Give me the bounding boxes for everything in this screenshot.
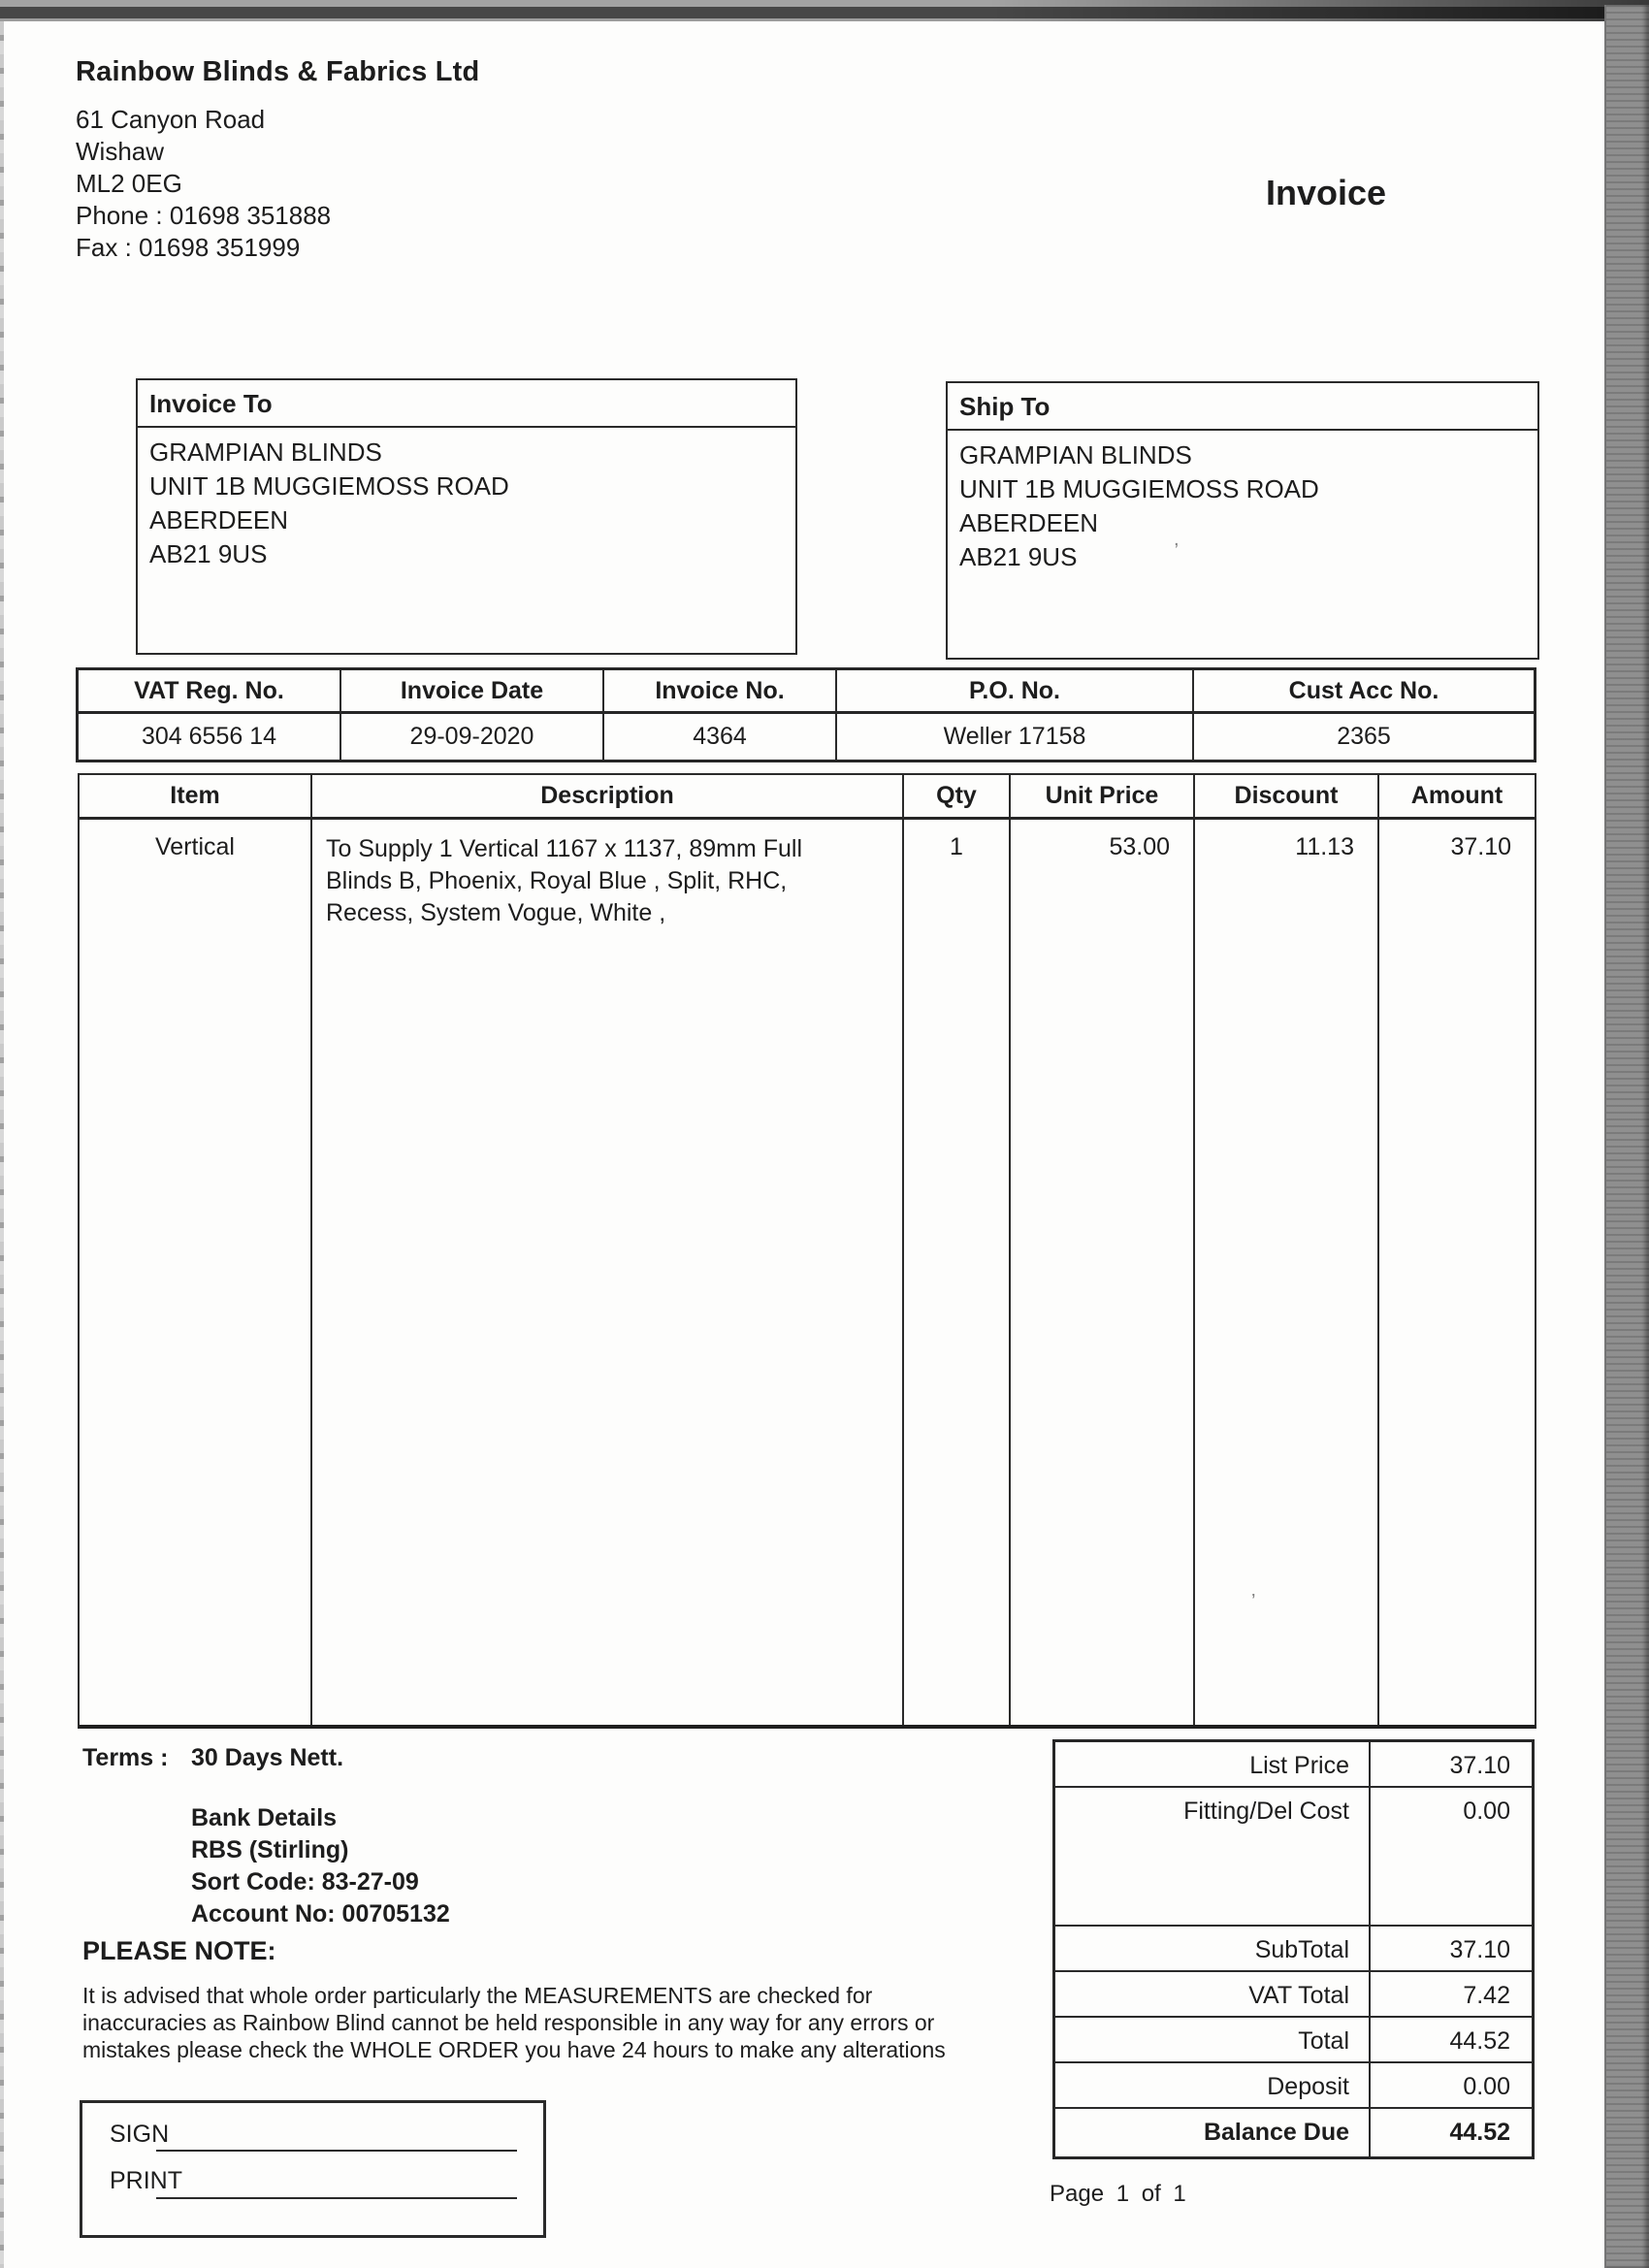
totals-row-balance-due (1055, 2109, 1532, 2156)
address-line: UNIT 1B MUGGIEMOSS ROAD (959, 474, 1319, 503)
meta-value-cust-acc-no: 2365 (1337, 723, 1391, 750)
totals-value: 0.00 (1463, 2073, 1510, 2100)
totals-box (1052, 1739, 1535, 2159)
item-cell-description (312, 820, 904, 1725)
terms-label: Terms : (82, 1744, 169, 1771)
ship-to-address (948, 431, 1537, 582)
description-line: Recess, System Vogue, White , (326, 899, 666, 926)
totals-value: 37.10 (1449, 1936, 1510, 1963)
meta-header-invoice-date: Invoice Date (341, 670, 604, 714)
address-line: AB21 9US (959, 542, 1078, 571)
bank-details (191, 1802, 450, 1930)
totals-value: 44.52 (1449, 2027, 1510, 2055)
please-note-heading: PLEASE NOTE: (82, 1936, 276, 1965)
scan-speck: , (1174, 529, 1180, 550)
company-name: Rainbow Blinds & Fabrics Ltd (76, 56, 480, 87)
address-line: AB21 9US (149, 539, 268, 568)
meta-header-po-no: P.O. No. (837, 670, 1194, 714)
totals-label: Fitting/Del Cost (1055, 1788, 1371, 1925)
meta-header-cust-acc-no: Cust Acc No. (1194, 670, 1534, 714)
item-cell-unit-price: 53.00 (1011, 820, 1195, 1725)
please-note-body (82, 1982, 975, 2063)
items-header-item: Item (80, 775, 312, 820)
company-fax: Fax : 01698 351999 (76, 233, 301, 262)
note-line: It is advised that whole order particularly the MEASUREMENTS are checked for (82, 1983, 873, 2008)
description-line: To Supply 1 Vertical 1167 x 1137, 89mm Full (326, 835, 803, 862)
item-cell-qty: 1 (904, 820, 1011, 1725)
company-phone: Phone : 01698 351888 (76, 201, 332, 230)
terms-value: 30 Days Nett. (191, 1744, 344, 1771)
company-address-line: ML2 0EG (76, 169, 182, 198)
note-line: mistakes please check the WHOLE ORDER you have 24 hours to make any alterations (82, 2037, 946, 2062)
sign-line (156, 2150, 517, 2152)
items-header-qty: Qty (904, 775, 1011, 820)
terms (82, 1744, 344, 1772)
totals-value: 44.52 (1449, 2119, 1510, 2146)
scan-left-edge-noise (0, 21, 4, 2268)
signature-box (80, 2100, 546, 2238)
totals-row-fitting-del-cost (1055, 1788, 1532, 1927)
items-header-unit-price: Unit Price (1011, 775, 1195, 820)
address-line: GRAMPIAN BLINDS (149, 437, 382, 467)
meta-value-row (79, 714, 1534, 760)
scan-right-edge-band (1604, 5, 1649, 2268)
totals-label: Deposit (1055, 2063, 1371, 2107)
document-title: Invoice (1266, 173, 1387, 212)
meta-value-invoice-date: 29-09-2020 (341, 714, 604, 760)
page-number: Page 1 of 1 (1050, 2181, 1186, 2207)
print-label: PRINT (110, 2167, 182, 2194)
meta-header-vat-reg: VAT Reg. No. (79, 670, 341, 714)
print-line (156, 2197, 517, 2199)
line-items-table (78, 773, 1536, 1729)
meta-header-row (79, 670, 1534, 714)
sign-label: SIGN (110, 2121, 170, 2148)
meta-value-vat-reg: 304 6556 14 (79, 714, 341, 760)
totals-label: Total (1055, 2018, 1371, 2061)
invoice-to-address (138, 428, 795, 579)
address-line: UNIT 1B MUGGIEMOSS ROAD (149, 471, 509, 501)
bank-name: RBS (Stirling) (191, 1836, 349, 1863)
totals-label: Balance Due (1055, 2109, 1371, 2156)
bank-details-heading: Bank Details (191, 1804, 338, 1831)
totals-value: 37.10 (1449, 1752, 1510, 1779)
address-line: ABERDEEN (959, 508, 1099, 537)
item-cell-discount: 11.13 (1195, 820, 1379, 1725)
ship-to-label: Ship To (948, 383, 1537, 431)
totals-row-subtotal (1055, 1927, 1532, 1972)
invoice-to-label: Invoice To (138, 380, 795, 428)
meta-header-invoice-no: Invoice No. (604, 670, 837, 714)
totals-label: SubTotal (1055, 1927, 1371, 1970)
company-header (76, 56, 479, 264)
note-line: inaccuracies as Rainbow Blind cannot be held responsible in any way for any errors or (82, 2010, 935, 2035)
totals-row-list-price (1055, 1742, 1532, 1788)
scan-speck: ’ (1251, 1591, 1256, 1612)
company-address-line: Wishaw (76, 137, 165, 166)
totals-row-total (1055, 2018, 1532, 2063)
totals-label: VAT Total (1055, 1972, 1371, 2016)
item-cell-amount: 37.10 (1450, 833, 1511, 860)
meta-value-invoice-no: 4364 (604, 714, 837, 760)
scan-top-edge-band (0, 0, 1649, 21)
totals-value: 0.00 (1463, 1798, 1510, 1825)
totals-row-vat-total (1055, 1972, 1532, 2018)
totals-row-deposit (1055, 2063, 1532, 2109)
meta-value-po-no: Weller 17158 (837, 714, 1194, 760)
items-header-amount: Amount (1379, 775, 1535, 820)
address-line: ABERDEEN (149, 505, 289, 535)
totals-label: List Price (1055, 1742, 1371, 1786)
company-address (76, 104, 479, 264)
item-cell-item: Vertical (80, 820, 312, 1725)
items-header-description: Description (312, 775, 904, 820)
description-line: Blinds B, Phoenix, Royal Blue , Split, RHC, (326, 867, 788, 894)
bank-sort-code: Sort Code: 83-27-09 (191, 1868, 419, 1895)
bank-account-no: Account No: 00705132 (191, 1900, 450, 1928)
totals-value: 7.42 (1463, 1982, 1510, 2009)
invoice-meta-table (76, 667, 1536, 762)
address-line: GRAMPIAN BLINDS (959, 440, 1192, 470)
company-address-line: 61 Canyon Road (76, 105, 266, 134)
invoice-to-box (136, 378, 797, 655)
ship-to-box (946, 381, 1539, 660)
items-header-discount: Discount (1195, 775, 1379, 820)
